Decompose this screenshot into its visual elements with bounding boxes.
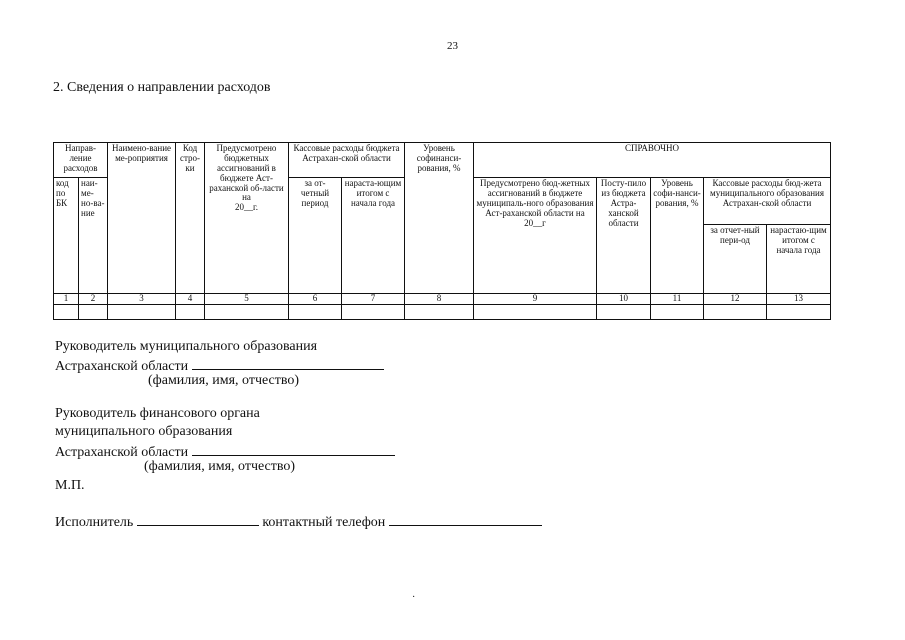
fin-signature-line[interactable] — [192, 442, 395, 456]
head-mo-caption: (фамилия, имя, отчество) — [148, 373, 300, 388]
header-uroven-sofin: Уровень софи-нанси-рования, % — [651, 178, 704, 294]
header-za-otchetny: за от-четный период — [289, 178, 342, 294]
data-cell[interactable] — [289, 305, 342, 320]
data-cell[interactable] — [597, 305, 651, 320]
executor-row — [55, 512, 542, 531]
header-kod-bk: код по БК — [54, 178, 79, 294]
column-number: 4 — [176, 294, 205, 305]
header-predusmotreno-year: 20__г. — [235, 202, 258, 213]
phone-label: контактный телефон — [262, 515, 386, 530]
column-number: 13 — [767, 294, 831, 305]
header-predusmotreno-mo: Предусмотрено бюд-жетных ассигнований в бюджете муниципаль-ного образования Аст-раханской области на 20__г — [474, 178, 597, 294]
executor-line[interactable] — [137, 512, 259, 526]
data-cell[interactable] — [651, 305, 704, 320]
column-number: 7 — [342, 294, 405, 305]
data-cell[interactable] — [767, 305, 831, 320]
data-cell[interactable] — [54, 305, 79, 320]
header-za-otchetny-mo: за отчет-ный пери-од — [704, 225, 767, 294]
column-number: 5 — [205, 294, 289, 305]
header-predusmotreno — [205, 143, 289, 294]
header-naimenovanie-meropriyatiya: Наимено-вание ме-роприятия — [108, 143, 176, 294]
column-number: 9 — [474, 294, 597, 305]
column-number: 6 — [289, 294, 342, 305]
expenses-table — [53, 142, 831, 320]
data-cell[interactable] — [405, 305, 474, 320]
fin-line1: Руководитель финансового органа — [55, 406, 260, 421]
page-number: 23 — [447, 40, 458, 52]
data-cell[interactable] — [342, 305, 405, 320]
phone-line[interactable] — [389, 512, 542, 526]
head-mo-line2: Астраханской области — [55, 359, 189, 374]
column-number: 12 — [704, 294, 767, 305]
data-cell[interactable] — [205, 305, 289, 320]
header-narastayushchim-mo: нарастаю-щим итогом с начала года — [767, 225, 831, 294]
fin-caption: (фамилия, имя, отчество) — [144, 459, 296, 474]
header-uroven: Уровень софинанси-рования, % — [405, 143, 474, 294]
column-number: 10 — [597, 294, 651, 305]
fin-line3: Астраханской области — [55, 445, 189, 460]
header-kassovye-mo: Кассовые расходы бюд-жета муниципального образования Астрахан-ской области — [704, 178, 831, 225]
data-cell[interactable] — [176, 305, 205, 320]
data-cell[interactable] — [474, 305, 597, 320]
header-spravochno: СПРАВОЧНО — [474, 143, 831, 178]
column-number: 2 — [79, 294, 108, 305]
head-mo-line1: Руководитель муниципального образования — [55, 339, 318, 354]
header-kod-stroki: Код стро-ки — [176, 143, 205, 294]
column-number: 8 — [405, 294, 474, 305]
header-narastayushchim: нараста-ющим итогом с начала года — [342, 178, 405, 294]
column-number: 3 — [108, 294, 176, 305]
section-title: 2. Сведения о направлении расходов — [53, 80, 271, 95]
header-postupilo: Посту-пило из бюджета Астра-ханской области — [597, 178, 651, 294]
data-cell[interactable] — [108, 305, 176, 320]
header-kassovye: Кассовые расходы бюджета Астрахан-ской области — [289, 143, 405, 178]
header-napravlenie: Направ-ление расходов — [54, 143, 108, 178]
mp-label: М.П. — [55, 478, 85, 493]
data-cell[interactable] — [704, 305, 767, 320]
fin-line2: муниципального образования — [55, 424, 233, 439]
column-number: 1 — [54, 294, 79, 305]
column-number: 11 — [651, 294, 704, 305]
executor-label: Исполнитель — [55, 515, 134, 530]
stray-dot: · — [412, 592, 416, 603]
data-cell[interactable] — [79, 305, 108, 320]
header-predusmotreno-text: Предусмотрено бюджетных ассигнований в бюджете Аст-раханской об-ласти на — [209, 143, 284, 203]
header-naimenovanie-short: наи-ме-но-ва-ние — [79, 178, 108, 294]
head-mo-signature-line[interactable] — [192, 356, 384, 370]
